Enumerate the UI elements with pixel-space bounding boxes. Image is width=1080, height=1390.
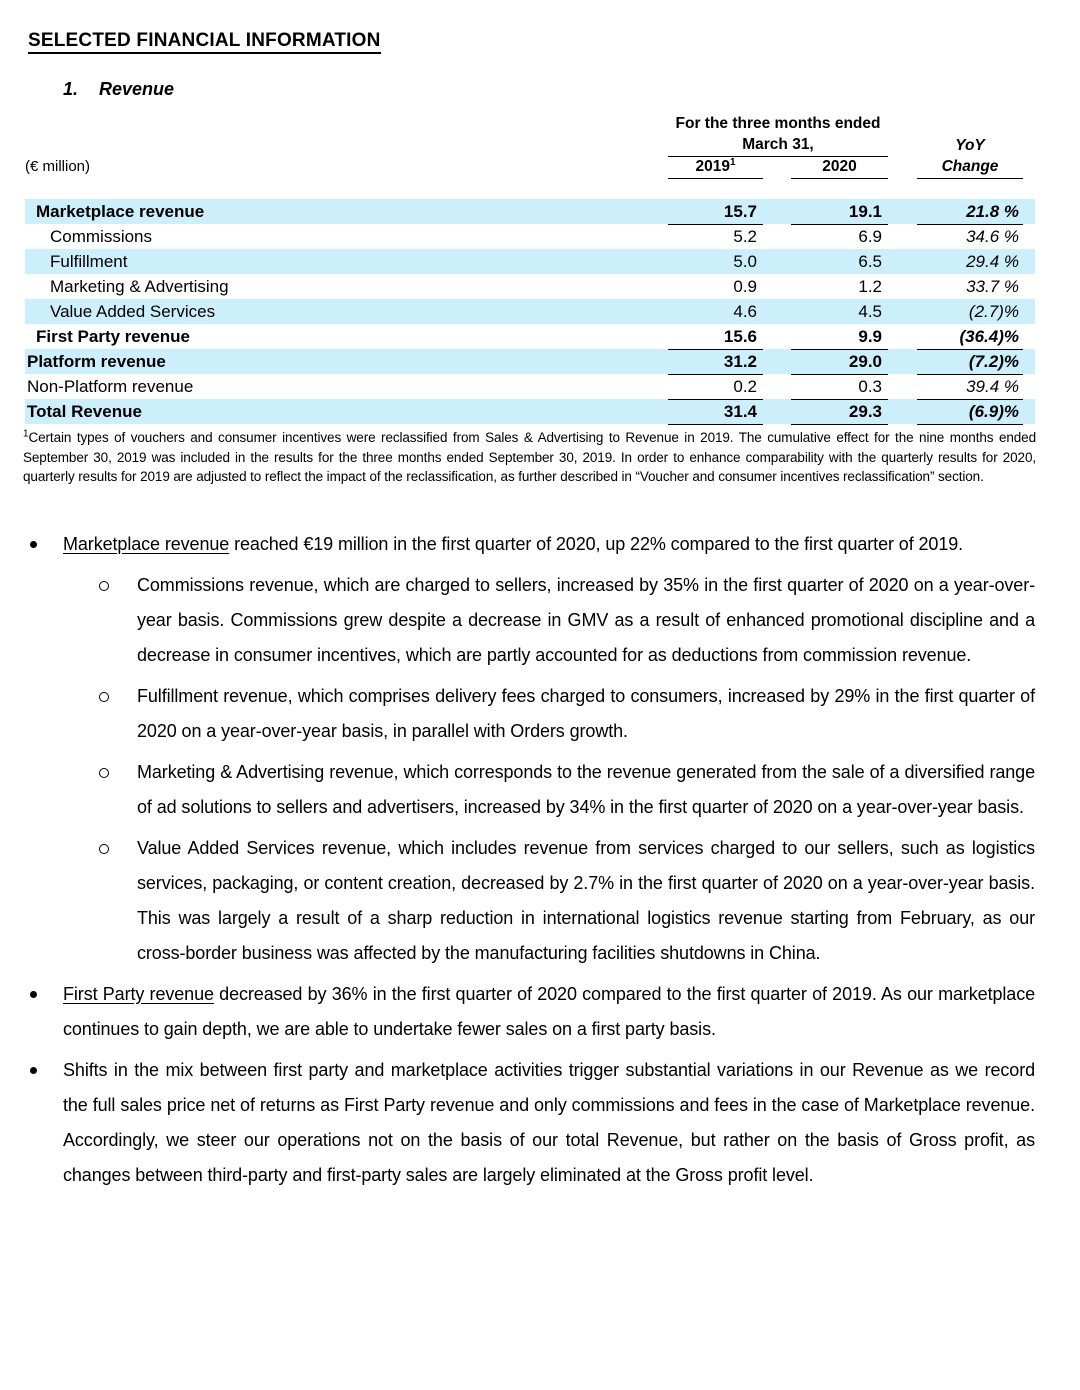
- value-2020: 9.9: [791, 324, 888, 350]
- table-footnote: [23, 428, 1036, 487]
- sub-bullet-value-added-services: [137, 831, 1035, 971]
- header-yoy-line2: Change: [917, 157, 1023, 179]
- yoy-change: (7.2)%: [917, 349, 1023, 375]
- value-2019: 4.6: [733, 301, 757, 321]
- page-title-text: SELECTED FINANCIAL INFORMATION: [28, 30, 381, 54]
- yoy-change: (36.4)%: [917, 324, 1023, 350]
- yoy-change: (6.9)%: [917, 399, 1023, 425]
- table-row-non-platform-revenue: [25, 374, 1035, 399]
- bullet-icon: [30, 991, 37, 998]
- row-label: Fulfillment: [50, 251, 128, 271]
- table-row-commissions: [25, 224, 1035, 249]
- header-row-1: [25, 114, 1035, 135]
- value-2019: 15.6: [668, 324, 763, 350]
- bullet-marketplace-revenue: [63, 527, 1035, 562]
- header-col-2019: [668, 157, 763, 179]
- yoy-change: (2.7)%: [968, 301, 1019, 321]
- sub-bullet-text: Value Added Services revenue, which includes revenue from services charged to our sellers, such as logistics services, packaging, or content creation, decreased by 2.7% in the first quarter of 2020 on a year-over-year basis. This was largely a result of a sharp reduction in international logistics revenue starting from February, as our cross-border business was affected by the manufacturing facilities shutdowns in China.: [137, 837, 1035, 963]
- table-body: [25, 199, 1035, 424]
- header-row-3: [25, 157, 1035, 179]
- footnote-text: Certain types of vouchers and consumer incentives were reclassified from Sales & Advertising to Revenue in 2019. The cumulative effect for the nine months ended September 30, 2019 was included in the results for the three months ended September 30, 2019. In order to enhance comparability with the quarterly results for 2020, quarterly results for 2019 are adjusted to reflect the impact of the reclassification, as further described in “Voucher and consumer incentives reclassification” section.: [23, 430, 1036, 484]
- value-2020: 29.3: [791, 399, 888, 425]
- value-2020: 19.1: [791, 199, 888, 225]
- row-label: Marketplace revenue: [36, 201, 205, 221]
- footnote-marker: 1: [729, 156, 736, 168]
- circle-bullet-icon: [99, 581, 109, 591]
- table-row-value-added-services: [25, 299, 1035, 324]
- table-row-fulfillment: [25, 249, 1035, 274]
- table-header: [25, 114, 1035, 179]
- header-period-line2: March 31,: [668, 135, 888, 157]
- table-row-platform-revenue: [25, 349, 1035, 374]
- circle-bullet-icon: [99, 692, 109, 702]
- value-2020: 4.5: [858, 301, 882, 321]
- sub-bullet-commissions: [137, 568, 1035, 673]
- section-title: Revenue: [99, 79, 175, 99]
- sub-bullet-text: Fulfillment revenue, which comprises delivery fees charged to consumers, increased by 29% in the first quarter of 2020 on a year-over-year basis, in parallel with Orders growth.: [137, 685, 1035, 741]
- sub-bullet-fulfillment: [137, 679, 1035, 749]
- value-2019: 0.2: [668, 374, 763, 400]
- table-row-first-party-revenue: [25, 324, 1035, 349]
- table-row-marketplace-revenue: [25, 199, 1035, 224]
- table-row-total-revenue: [25, 399, 1035, 424]
- bullet-text: Shifts in the mix between first party and marketplace activities trigger substantial variations in our Revenue as we record the full sales price net of returns as First Party revenue and only commissions and fees in the case of Marketplace revenue. Accordingly, we steer our operations not on the basis of our total Revenue, but rather on the basis of Gross profit, as changes between third-party and first-party sales are largely eliminated at the Gross profit level.: [63, 1059, 1035, 1185]
- sub-bullet-marketing-advertising: [137, 755, 1035, 825]
- year-2019: 2019: [695, 158, 730, 175]
- row-label: Value Added Services: [50, 301, 216, 321]
- yoy-change: 33.7 %: [966, 276, 1019, 296]
- row-label: Total Revenue: [27, 401, 142, 421]
- row-label: Non-Platform revenue: [27, 376, 194, 396]
- bullet-first-party-revenue: [63, 977, 1035, 1047]
- row-label: First Party revenue: [36, 326, 191, 346]
- section-number: 1.: [63, 79, 79, 99]
- bullet-lead: First Party revenue: [63, 983, 214, 1004]
- bullet-text: decreased by 36% in the first quarter of 2020 compared to the first quarter of 2019. As our marketplace continues to gain depth, we are able to undertake fewer sales on a first party basis.: [63, 983, 1036, 1039]
- bullet-list: [0, 527, 1080, 1193]
- yoy-change: 21.8 %: [917, 199, 1023, 225]
- header-col-2020: 2020: [791, 157, 888, 179]
- value-2020: 6.5: [858, 251, 882, 271]
- header-yoy-line1: YoY: [955, 137, 985, 154]
- value-2019: 5.2: [733, 226, 757, 246]
- sub-bullet-text: Commissions revenue, which are charged to sellers, increased by 35% in the first quarter of 2020 on a year-over-year basis. Commissions grew despite a decrease in GMV as a result of enhanced promotional discipline and a decrease in consumer incentives, which are partly accounted for as deductions from commission revenue.: [137, 574, 1035, 665]
- value-2019: 5.0: [733, 251, 757, 271]
- page-title: [28, 30, 1080, 52]
- sub-bullet-text: Marketing & Advertising revenue, which corresponds to the revenue generated from the sale of a diversified range of ad solutions to sellers and advertisers, increased by 34% in the first quarter of 2020 on a year-over-year basis.: [137, 761, 1035, 817]
- value-2020: 0.3: [791, 374, 888, 400]
- bullet-lead: Marketplace revenue: [63, 533, 230, 554]
- row-label: Platform revenue: [27, 351, 166, 371]
- yoy-change: 39.4 %: [917, 374, 1023, 400]
- circle-bullet-icon: [99, 768, 109, 778]
- value-2020: 1.2: [858, 276, 882, 296]
- yoy-change: 29.4 %: [966, 251, 1019, 271]
- row-label: Commissions: [50, 226, 153, 246]
- bullet-icon: [30, 541, 37, 548]
- header-period-line1: For the three months ended: [675, 115, 881, 132]
- footnote-marker: 1: [23, 428, 29, 440]
- bullet-text: reached €19 million in the first quarter of 2020, up 22% compared to the first quarter of 2019.: [229, 533, 964, 554]
- bullet-revenue-mix-shifts: [63, 1053, 1035, 1193]
- row-label: Marketing & Advertising: [50, 276, 229, 296]
- revenue-table: [25, 114, 1035, 424]
- value-2019: 31.2: [668, 349, 763, 375]
- table-row-marketing-advertising: [25, 274, 1035, 299]
- value-2019: 31.4: [668, 399, 763, 425]
- bullet-icon: [30, 1067, 37, 1074]
- value-2020: 6.9: [858, 226, 882, 246]
- unit-label: (€ million): [25, 158, 91, 175]
- value-2020: 29.0: [791, 349, 888, 375]
- value-2019: 0.9: [733, 276, 757, 296]
- value-2019: 15.7: [668, 199, 763, 225]
- yoy-change: 34.6 %: [966, 226, 1019, 246]
- header-row-2: [25, 135, 1035, 157]
- section-heading: [63, 79, 1080, 100]
- circle-bullet-icon: [99, 844, 109, 854]
